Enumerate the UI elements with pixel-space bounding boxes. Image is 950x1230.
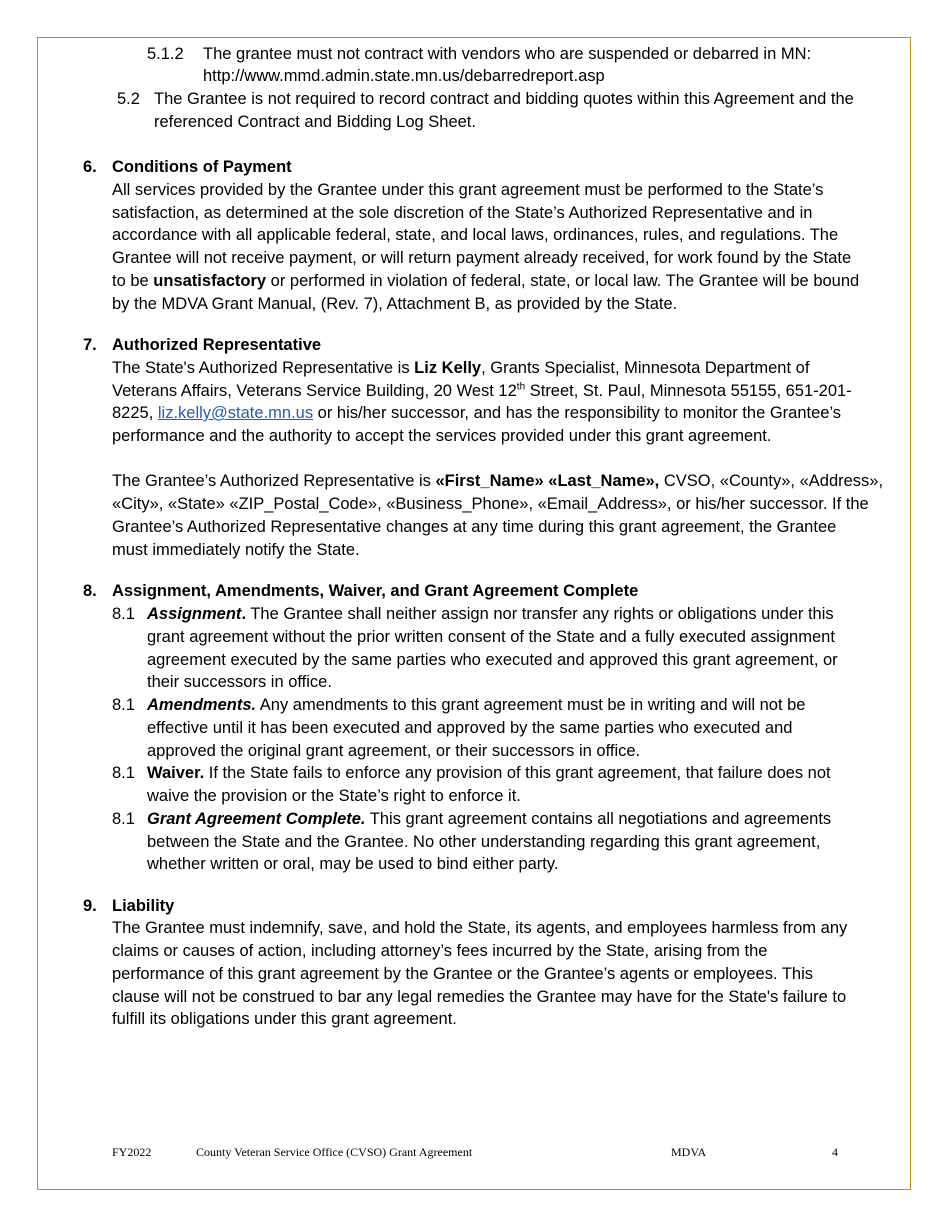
paragraph-line: performance of this grant agreement by the Grantee or the Grantee’s agents or employees. This: [112, 965, 814, 983]
footer-page-number: 4: [832, 1145, 838, 1159]
clause-text: Grant Agreement Complete. This grant agreement contains all negotiations and agreements: [147, 810, 832, 828]
paragraph-line: Grantee’s Authorized Representative changes at any time during this grant agreement, the Grantee: [112, 518, 837, 536]
paragraph-line: satisfaction, as determined at the sole discretion of the State’s Authorized Representative and in: [112, 204, 813, 222]
clause-text: Amendments. Any amendments to this grant agreement must be in writing and will not be: [147, 696, 806, 714]
paragraph-line: accordance with all applicable federal, state, and local laws, ordinances, rules, and regulations. The: [112, 226, 839, 244]
clause-number: 5.2: [117, 90, 140, 108]
section-number: 9.: [83, 897, 97, 915]
debarred-report-url: http://www.mmd.admin.state.mn.us/debarredreport.asp: [203, 67, 605, 85]
clause-number: 8.1: [112, 605, 135, 623]
clause-text: Assignment. The Grantee shall neither assign nor transfer any rights or obligations under this: [147, 605, 834, 623]
clause-text: waive the provision or the State’s right to enforce it.: [147, 787, 521, 805]
clause-text: between the State and the Grantee. No other understanding regarding this grant agreement,: [147, 833, 821, 851]
paragraph-line: Veterans Affairs, Veterans Service Building, 20 West 12th Street, St. Paul, Minnesota 55155, 651-201-: [112, 381, 852, 400]
section-number: 8.: [83, 582, 97, 600]
clause-number: 8.1: [112, 810, 135, 828]
section-title: Conditions of Payment: [112, 158, 292, 176]
paragraph-line: must immediately notify the State.: [112, 541, 360, 559]
clause-text: effective until it has been executed and approved by the same parties who executed and: [147, 719, 793, 737]
section-title: Liability: [112, 897, 175, 915]
paragraph-line: claims or causes of action, including attorney’s fees incurred by the State, arising from the: [112, 942, 768, 960]
paragraph-line: by the MDVA Grant Manual, (Rev. 7), Attachment B, as provided by the State.: [112, 295, 678, 313]
clause-number: 8.1: [112, 696, 135, 714]
paragraph-line: The Grantee must indemnify, save, and hold the State, its agents, and employees harmless from any: [112, 919, 848, 937]
clause-text: The grantee must not contract with vendors who are suspended or debarred in MN:: [203, 45, 812, 63]
clause-text: Waiver. If the State fails to enforce any provision of this grant agreement, that failure does not: [147, 764, 831, 782]
section-number: 6.: [83, 158, 97, 176]
footer-organization: MDVA: [671, 1145, 707, 1159]
paragraph-line: to be unsatisfactory or performed in violation of federal, state, or local law. The Grantee will be bound: [112, 272, 860, 290]
paragraph-line: 8225, liz.kelly@state.mn.us or his/her successor, and has the responsibility to monitor the Grantee’s: [112, 404, 842, 422]
email-link[interactable]: liz.kelly@state.mn.us: [157, 404, 314, 422]
clause-text: The Grantee is not required to record contract and bidding quotes within this Agreement and the: [154, 90, 854, 108]
clause-number: 5.1.2: [147, 45, 184, 63]
section-number: 7.: [83, 336, 97, 354]
clause-text: whether written or oral, may be used to bind either party.: [147, 855, 559, 873]
paragraph-line: fulfill its obligations under this grant agreement.: [112, 1010, 457, 1028]
clause-text: grant agreement without the prior written consent of the State and a fully executed assignment: [147, 628, 835, 646]
paragraph-line: The Grantee’s Authorized Representative is «First_Name» «Last_Name», CVSO, «County», «Address»,: [112, 472, 884, 490]
footer-document-title: County Veteran Service Office (CVSO) Grant Agreement: [196, 1145, 473, 1159]
paragraph-line: clause will not be construed to bar any legal remedies the Grantee may have for the State's failure to: [112, 988, 847, 1006]
section-title: Authorized Representative: [112, 336, 322, 354]
clause-text: agreement executed by the same parties who executed and approved this grant agreement, or: [147, 651, 838, 669]
clause-text: approved the original grant agreement, or their successors in office.: [147, 742, 641, 760]
paragraph-line: «City», «State» «ZIP_Postal_Code», «Business_Phone», «Email_Address», or his/her successor. If the: [112, 495, 869, 513]
footer-fiscal-year: FY2022: [112, 1145, 152, 1159]
clause-number: 8.1: [112, 764, 135, 782]
section-title: Assignment, Amendments, Waiver, and Grant Agreement Complete: [112, 582, 639, 600]
paragraph-line: The State's Authorized Representative is Liz Kelly, Grants Specialist, Minnesota Department of: [112, 359, 810, 377]
clause-text: referenced Contract and Bidding Log Sheet.: [154, 113, 476, 131]
paragraph-line: All services provided by the Grantee under this grant agreement must be performed to the State’s: [112, 181, 824, 199]
paragraph-line: Grantee will not receive payment, or will return payment already received, for work found by the State: [112, 249, 852, 267]
clause-text: their successors in office.: [147, 673, 332, 691]
paragraph-line: performance and the authority to accept the services provided under this grant agreement.: [112, 427, 772, 445]
